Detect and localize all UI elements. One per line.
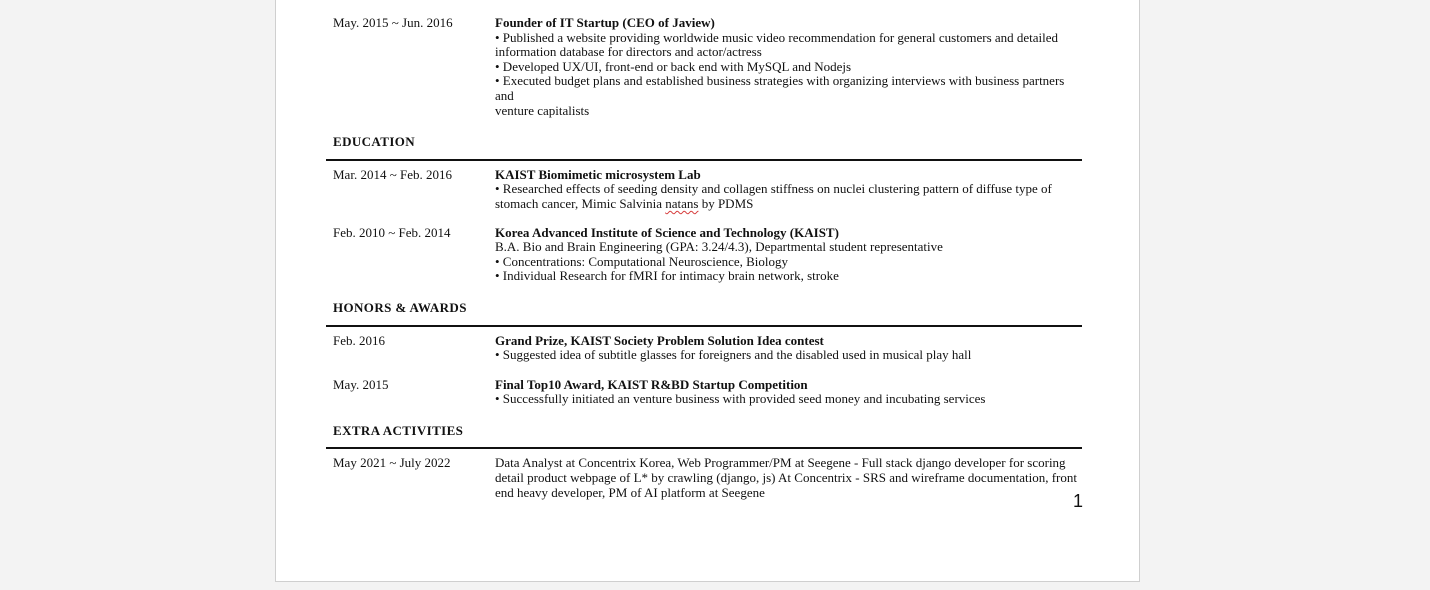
- section-divider: [326, 325, 1082, 327]
- education-entry-lab: [333, 168, 1081, 212]
- section-heading-honors: HONORS & AWARDS: [333, 299, 467, 315]
- entry-title: Founder of IT Startup (CEO of Jaview): [495, 15, 715, 30]
- education-entry-kaist: [333, 226, 1081, 284]
- honors-entry-grand-prize: [333, 334, 1081, 363]
- entry-line: • Individual Research for fMRI for intimacy brain network, stroke: [495, 268, 839, 284]
- entry-description: [495, 378, 1081, 407]
- entry-line-text: by PDMS: [698, 195, 754, 211]
- entry-line: information database for directors and actor/actress: [495, 44, 762, 60]
- entry-description: [495, 334, 1081, 363]
- entry-title: Korea Advanced Institute of Science and Technology (KAIST): [495, 224, 839, 240]
- section-heading-education: EDUCATION: [333, 134, 416, 150]
- entry-line-text: stomach cancer, Mimic Salvinia: [495, 195, 666, 211]
- entry-line: • Suggested idea of subtitle glasses for foreigners and the disabled used in musical play hall: [495, 347, 972, 363]
- spellcheck-flagged-word[interactable]: natans: [665, 195, 699, 211]
- entry-line: B.A. Bio and Brain Engineering (GPA: 3.24/4.3), Departmental student representative: [495, 239, 943, 255]
- entry-line: end heavy developer, PM of AI platform at Seegene: [495, 484, 765, 500]
- entry-date: May. 2015: [333, 376, 389, 392]
- section-divider: [326, 447, 1082, 449]
- entry-description: [495, 226, 1081, 284]
- entry-line: venture capitalists: [495, 102, 590, 118]
- extra-entry-work: [333, 456, 1081, 500]
- entry-line: • Developed UX/UI, front-end or back end with MySQL and Nodejs: [495, 58, 852, 74]
- entry-line: detail product webpage of L* by crawling (django, js) At Concentrix - SRS and wireframe documentation, front: [495, 470, 1077, 486]
- entry-line: [495, 197, 1081, 212]
- resume-content: [333, 16, 1081, 500]
- entry-line: • Concentrations: Computational Neuroscience, Biology: [495, 253, 789, 269]
- page-number: 1: [1073, 491, 1084, 511]
- entry-title: Grand Prize, KAIST Society Problem Solution Idea contest: [495, 332, 824, 348]
- entry-line: • Successfully initiated an venture business with provided seed money and incubating services: [495, 391, 986, 407]
- section-divider: [326, 159, 1082, 161]
- entry-date: May 2021 ~ July 2022: [333, 455, 451, 471]
- entry-date: Mar. 2014 ~ Feb. 2016: [333, 166, 452, 182]
- entry-date: Feb. 2010 ~ Feb. 2014: [333, 224, 451, 240]
- resume-page: [275, 0, 1140, 582]
- entry-description: [495, 456, 1081, 500]
- honors-entry-top10: [333, 378, 1081, 407]
- entry-line: • Researched effects of seeding density and collagen stiffness on nuclei clustering pattern of diffuse type of: [495, 181, 1052, 197]
- spacer: [333, 363, 1081, 378]
- entry-date: May. 2015 ~ Jun. 2016: [333, 15, 453, 30]
- entry-description: [495, 168, 1081, 212]
- spacer: [333, 212, 1081, 226]
- section-heading-extra: EXTRA ACTIVITIES: [333, 422, 464, 438]
- entry-date: Feb. 2016: [333, 332, 385, 348]
- entry-title: KAIST Biomimetic microsystem Lab: [495, 166, 701, 182]
- entry-title: Final Top10 Award, KAIST R&BD Startup Competition: [495, 376, 808, 392]
- entry-line: • Executed budget plans and established business strategies with organizing interviews with business partners and: [495, 73, 1065, 103]
- entry-line: Data Analyst at Concentrix Korea, Web Programmer/PM at Seegene - Full stack django developer for scoring: [495, 455, 1066, 471]
- entry-line: • Published a website providing worldwide music video recommendation for general customers and detailed: [495, 29, 1059, 45]
- experience-entry-founder: [333, 16, 1081, 118]
- entry-description: [495, 16, 1081, 118]
